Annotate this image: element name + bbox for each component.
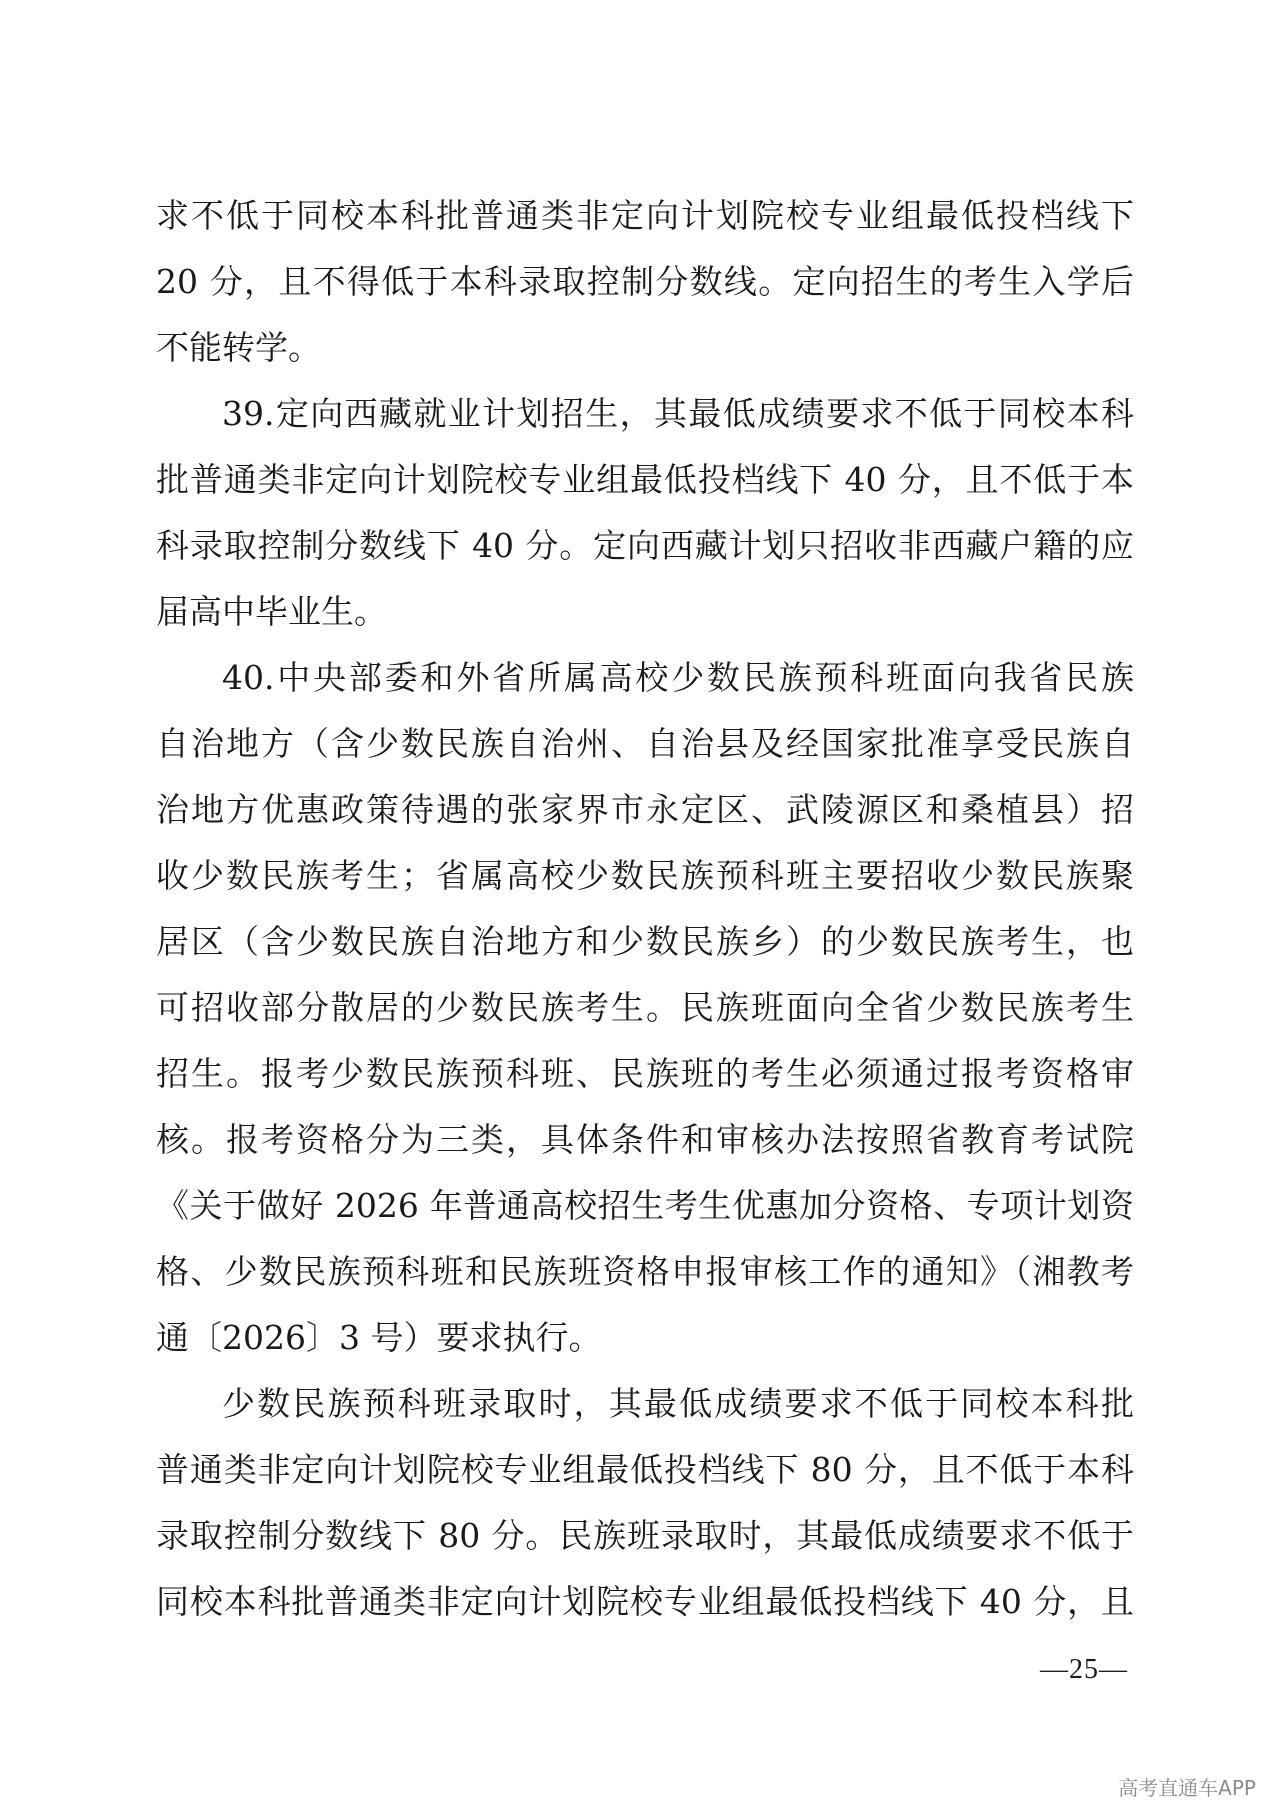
text-line: 20 分，且不得低于本科录取控制分数线。定向招生的考生入学后 (156, 262, 1134, 301)
text-line: 同校本科批普通类非定向计划院校专业组最低投档线下 40 分，且 (156, 1582, 1134, 1621)
text-line: 不能转学。 (156, 328, 321, 367)
text-line: 核。报考资格分为三类，具体条件和审核办法按照省教育考试院 (156, 1120, 1134, 1159)
text-line: 少数民族预科班录取时，其最低成绩要求不低于同校本科批 (222, 1384, 1134, 1423)
text-line: 40.中央部委和外省所属高校少数民族预科班面向我省民族 (222, 658, 1134, 697)
text-line: 39.定向西藏就业计划招生，其最低成绩要求不低于同校本科 (222, 394, 1134, 433)
text-line: 收少数民族考生；省属高校少数民族预科班主要招收少数民族聚 (156, 856, 1134, 895)
document-body (156, 183, 1134, 1635)
text-line: 批普通类非定向计划院校专业组最低投档线下 40 分，且不低于本 (156, 460, 1134, 499)
watermark-text: 高考直通车APP (1118, 1776, 1256, 1800)
text-line: 求不低于同校本科批普通类非定向计划院校专业组最低投档线下 (156, 196, 1134, 235)
text-line: 录取控制分数线下 80 分。民族班录取时，其最低成绩要求不低于 (156, 1516, 1134, 1555)
text-line: 科录取控制分数线下 40 分。定向西藏计划只招收非西藏户籍的应 (156, 526, 1134, 565)
text-line: 普通类非定向计划院校专业组最低投档线下 80 分，且不低于本科 (156, 1450, 1134, 1489)
text-line: 招生。报考少数民族预科班、民族班的考生必须通过报考资格审 (156, 1054, 1134, 1093)
page-number: —25— (1040, 1654, 1128, 1685)
text-line: 届高中毕业生。 (156, 592, 387, 631)
text-line: 治地方优惠政策待遇的张家界市永定区、武陵源区和桑植县）招 (156, 790, 1134, 829)
text-line: 自治地方（含少数民族自治州、自治县及经国家批准享受民族自 (156, 724, 1134, 763)
text-line: 通〔2026〕3 号）要求执行。 (156, 1318, 602, 1357)
text-line: 《关于做好 2026 年普通高校招生考生优惠加分资格、专项计划资 (156, 1186, 1134, 1225)
text-line: 居区（含少数民族自治地方和少数民族乡）的少数民族考生，也 (156, 922, 1134, 961)
text-line: 格、少数民族预科班和民族班资格申报审核工作的通知》（湘教考 (156, 1252, 1134, 1291)
text-line: 可招收部分散居的少数民族考生。民族班面向全省少数民族考生 (156, 988, 1134, 1027)
